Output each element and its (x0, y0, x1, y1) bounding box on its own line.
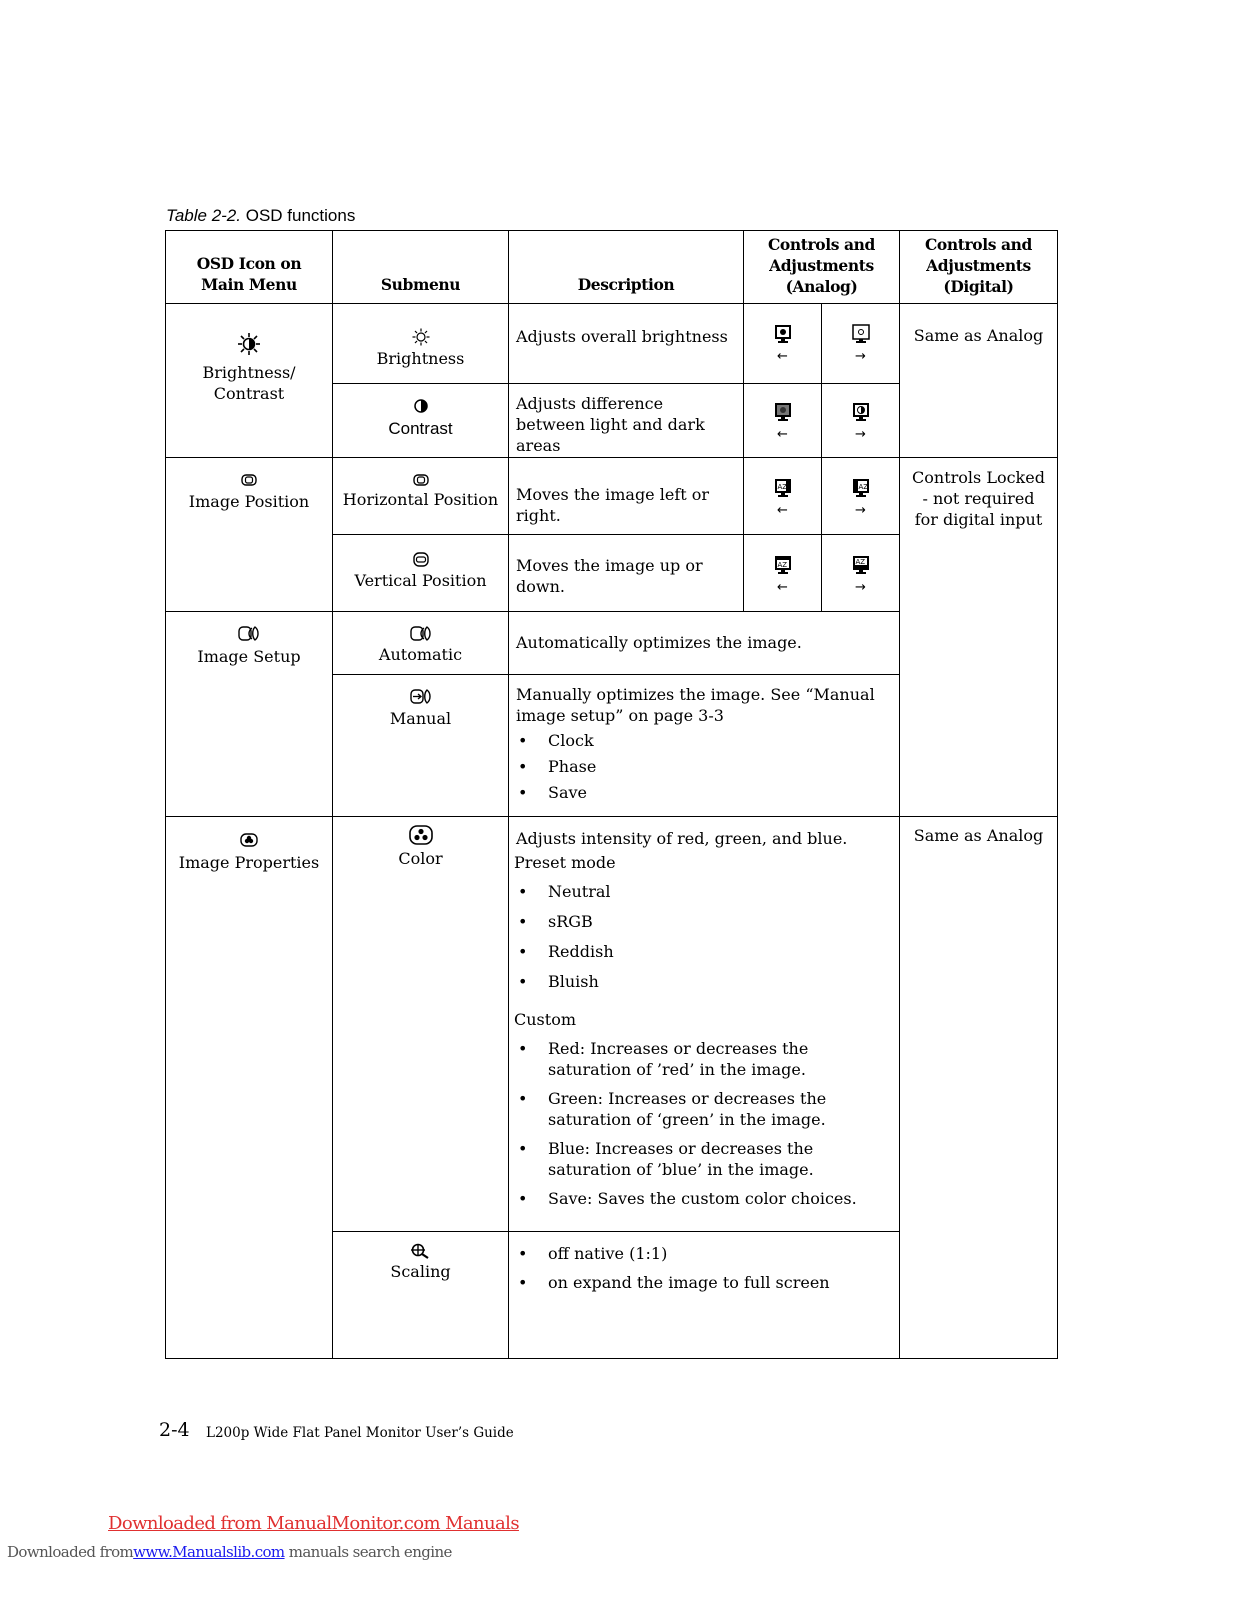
digital-brightness-contrast: Same as Analog (900, 304, 1058, 458)
table-row (166, 304, 1058, 384)
list-item: • sRGB (516, 911, 891, 932)
watermark-link-manualslib[interactable]: www.Manualslib.com (133, 1543, 285, 1561)
arrow-right-icon: → (855, 349, 866, 364)
color-icon (409, 825, 433, 845)
caption-prefix: Table 2-2. (166, 206, 241, 225)
page-number: 2-4 (159, 1419, 190, 1441)
arrow-left-icon: ← (777, 580, 788, 595)
digital-image-position-setup (900, 458, 1058, 817)
analog-control-decrease (744, 458, 822, 535)
watermark-link-manualmonitor[interactable]: Downloaded from ManualMonitor.com Manuals (108, 1513, 519, 1534)
list-item: • Red: Increases or decreases the saturation of ’red’ in the image. (516, 1038, 891, 1080)
description-brightness: Adjusts overall brightness (509, 304, 744, 384)
monitor-brightness-up-icon (852, 324, 870, 344)
analog-control-decrease (744, 535, 822, 612)
list-item: • Phase (516, 756, 891, 777)
header-icon-col: OSD Icon on Main Menu (166, 231, 333, 304)
table-row (166, 458, 1058, 535)
main-cell-image-properties (166, 817, 333, 1359)
custom-list (516, 1038, 891, 1209)
image-properties-icon (240, 833, 258, 847)
submenu-label: Horizontal Position (342, 490, 499, 509)
analog-control-increase (822, 535, 900, 612)
arrow-right-icon: → (855, 503, 866, 518)
header-analog: Controls and Adjustments (Analog) (744, 231, 900, 304)
arrow-left-icon: ← (777, 427, 788, 442)
arrow-right-icon: → (855, 427, 866, 442)
scaling-options-list (516, 1243, 891, 1293)
list-item: • off native (1:1) (516, 1243, 891, 1264)
description-scaling (509, 1232, 900, 1359)
list-item: • Blue: Increases or decreases the saturation of ’blue’ in the image. (516, 1138, 891, 1180)
sun-icon (412, 328, 430, 346)
submenu-color (333, 817, 509, 1232)
preset-mode-label: Preset mode (514, 853, 616, 872)
svg-text:AZ: AZ (858, 483, 868, 491)
analog-control-increase (822, 384, 900, 458)
watermark-suffix: manuals search engine (284, 1543, 452, 1561)
image-position-icon (241, 474, 257, 486)
header-submenu: Submenu (333, 231, 509, 304)
analog-control-increase (822, 304, 900, 384)
description-manual (509, 675, 900, 817)
table-row (166, 817, 1058, 1232)
horizontal-position-icon (413, 474, 429, 486)
analog-control-decrease (744, 384, 822, 458)
submenu-label: Scaling (390, 1262, 451, 1281)
arrow-left-icon: ← (777, 349, 788, 364)
monitor-move-right-icon (852, 478, 870, 498)
description-automatic: Automatically optimizes the image. (509, 612, 900, 675)
analog-control-increase (822, 458, 900, 535)
monitor-brightness-down-icon (774, 324, 792, 344)
monitor-contrast-up-icon (852, 402, 870, 422)
description-vertical-position: Moves the image up or down. (509, 535, 744, 612)
scaling-icon (408, 1243, 434, 1259)
list-item: • Reddish (516, 941, 891, 962)
monitor-contrast-down-icon (774, 402, 792, 422)
submenu-vertical-position (333, 535, 509, 612)
custom-label: Custom (514, 1010, 576, 1029)
watermark-prefix: Downloaded from (7, 1543, 134, 1561)
description-contrast: Adjusts difference between light and dark areas (509, 384, 744, 458)
main-cell-brightness-contrast (166, 304, 333, 458)
arrow-left-icon: ← (777, 503, 788, 518)
list-item: • Neutral (516, 881, 891, 902)
submenu-scaling (333, 1232, 509, 1359)
submenu-horizontal-position (333, 458, 509, 535)
submenu-label: Contrast (388, 419, 453, 438)
digital-image-properties: Same as Analog (900, 817, 1058, 1359)
svg-text:AZ: AZ (777, 483, 787, 491)
preset-mode-list (516, 881, 891, 992)
manual-description-text: Manually optimizes the image. See “Manual image setup” on page 3-3 (516, 685, 875, 725)
main-label-image-position: Image Position (188, 492, 310, 511)
description-color (509, 817, 900, 1232)
main-label-brightness-contrast: Brightness/ Contrast (202, 363, 296, 403)
submenu-label: Automatic (378, 645, 463, 664)
brightness-contrast-icon (237, 332, 261, 356)
submenu-label: Vertical Position (354, 571, 487, 590)
submenu-manual (333, 675, 509, 817)
digital-controls-locked: Controls Locked - not required for digital input (912, 468, 1045, 529)
manual-options-list (516, 730, 891, 803)
main-cell-image-setup (166, 612, 333, 817)
watermark-footer (7, 1543, 452, 1561)
osd-functions-table (165, 230, 1058, 1359)
contrast-icon (414, 399, 428, 413)
list-item: • Save (516, 782, 891, 803)
main-cell-image-position (166, 458, 333, 612)
image-setup-icon (238, 626, 260, 641)
footer-title: L200p Wide Flat Panel Monitor User’s Guide (206, 1425, 514, 1441)
auto-setup-icon (410, 626, 432, 641)
monitor-move-down-icon (774, 555, 792, 575)
header-digital: Controls and Adjustments (Digital) (900, 231, 1058, 304)
color-description-text: Adjusts intensity of red, green, and blue. (516, 829, 848, 848)
description-horizontal-position: Moves the image left or right. (509, 458, 744, 535)
list-item: • Bluish (516, 971, 891, 992)
submenu-label: Brightness (376, 349, 465, 368)
main-label-image-properties: Image Properties (178, 853, 320, 872)
main-label-image-setup: Image Setup (197, 647, 301, 666)
submenu-contrast (333, 384, 509, 458)
list-item: • Clock (516, 730, 891, 751)
list-item: • Save: Saves the custom color choices. (516, 1188, 891, 1209)
header-description: Description (509, 231, 744, 304)
svg-text:AZ: AZ (855, 558, 865, 566)
caption-title: OSD functions (245, 206, 356, 225)
submenu-label: Color (398, 849, 443, 868)
list-item: • Green: Increases or decreases the saturation of ‘green’ in the image. (516, 1088, 891, 1130)
monitor-move-left-icon (774, 478, 792, 498)
monitor-move-up-icon (852, 555, 870, 575)
arrow-right-icon: → (855, 580, 866, 595)
table-caption (166, 206, 355, 226)
list-item: • on expand the image to full screen (516, 1272, 891, 1293)
submenu-automatic (333, 612, 509, 675)
submenu-brightness (333, 304, 509, 384)
svg-text:AZ: AZ (777, 561, 787, 569)
manual-setup-icon (410, 689, 432, 704)
header-row (166, 231, 1058, 304)
submenu-label: Manual (389, 709, 452, 728)
vertical-position-icon (413, 552, 429, 567)
analog-control-decrease (744, 304, 822, 384)
